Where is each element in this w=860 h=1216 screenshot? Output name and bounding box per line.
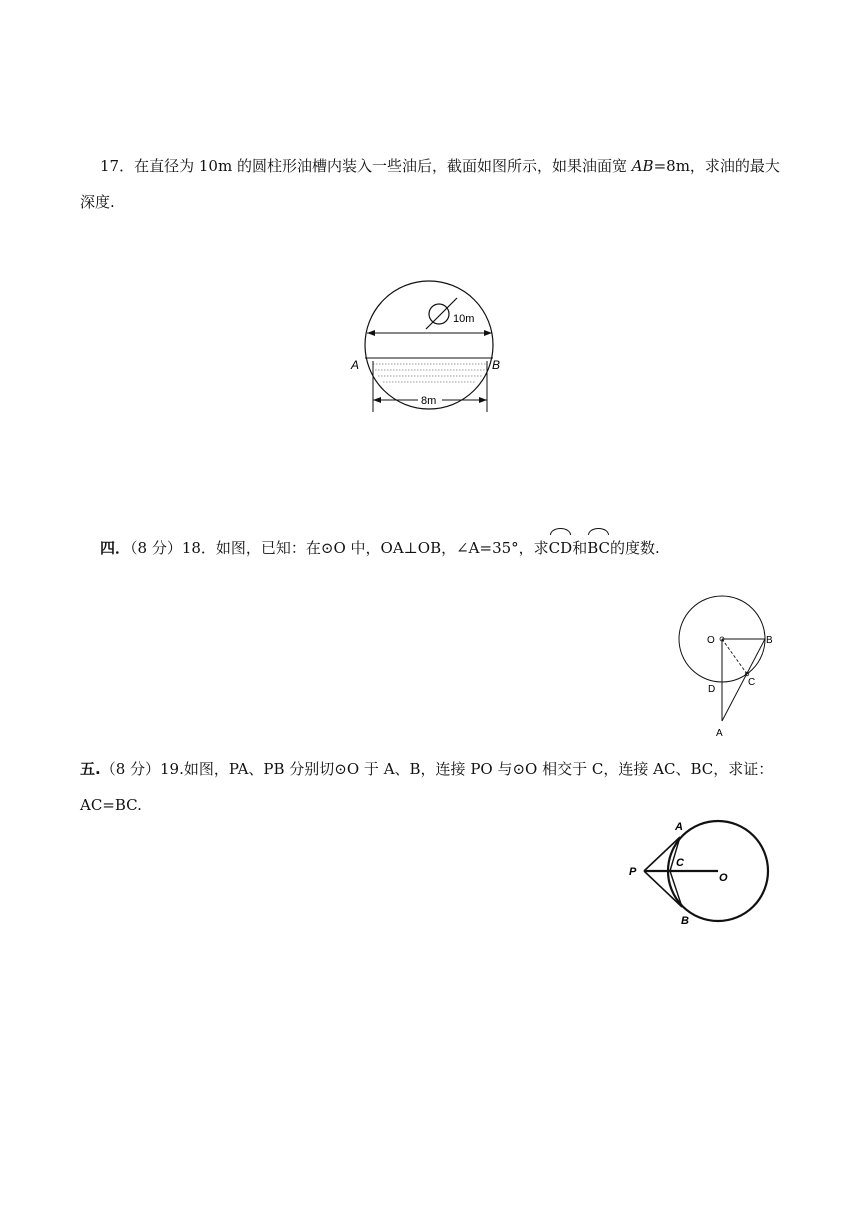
- figure-17-oil-tank: [340, 270, 520, 420]
- question-17-text-a: 在直径为 10m 的圆柱形油槽内装入一些油后，截面如图所示，如果油面宽: [134, 157, 632, 175]
- question-18-mid: 和: [572, 539, 588, 557]
- question-19-text: （8 分）19.如图，PA、PB 分别切⊙O 于 A、B，连接 PO 与⊙O 相交于 C，连接 AC、BC，求证：AC=BC.: [80, 760, 774, 814]
- figure-19-tangents: [620, 815, 780, 930]
- figure-19-label-a: A: [675, 821, 683, 833]
- figure-17-label-b: B: [492, 358, 501, 372]
- figure-19-label-b: B: [681, 915, 689, 927]
- question-17: [80, 148, 780, 220]
- figure-18-circle: [670, 592, 790, 742]
- section-4-heading: 四．: [100, 539, 131, 557]
- figure-18-label-b: B: [766, 635, 773, 646]
- figure-18-label-a: A: [716, 728, 723, 739]
- figure-17-diameter-label: 10m: [453, 313, 475, 325]
- figure-17-label-a: A: [351, 358, 360, 372]
- figure-18-label-d: D: [708, 684, 716, 695]
- figure-19-label-c: C: [676, 857, 684, 869]
- question-18-text-b: 的度数.: [609, 539, 660, 557]
- figure-17-width-label: 8m: [421, 395, 437, 407]
- figure-19-label-o: O: [719, 872, 728, 884]
- question-18: [100, 530, 780, 566]
- arc-cd: CD: [549, 530, 573, 566]
- figure-18-label-o: O: [707, 635, 715, 646]
- arc-bc: BC: [587, 530, 610, 566]
- section-5-heading: 五.: [80, 760, 101, 778]
- question-18-text-a: （8 分）18．如图，已知：在⊙O 中，OA⊥OB，∠A=35°，求: [130, 539, 549, 557]
- figure-19-label-p: P: [629, 866, 637, 878]
- question-19: [80, 751, 780, 823]
- figure-18-label-c: C: [748, 677, 756, 688]
- question-17-text-b: =8m，求油的最大深度.: [80, 157, 780, 211]
- question-17-ab: AB: [631, 157, 654, 175]
- question-17-number: 17．: [100, 157, 135, 175]
